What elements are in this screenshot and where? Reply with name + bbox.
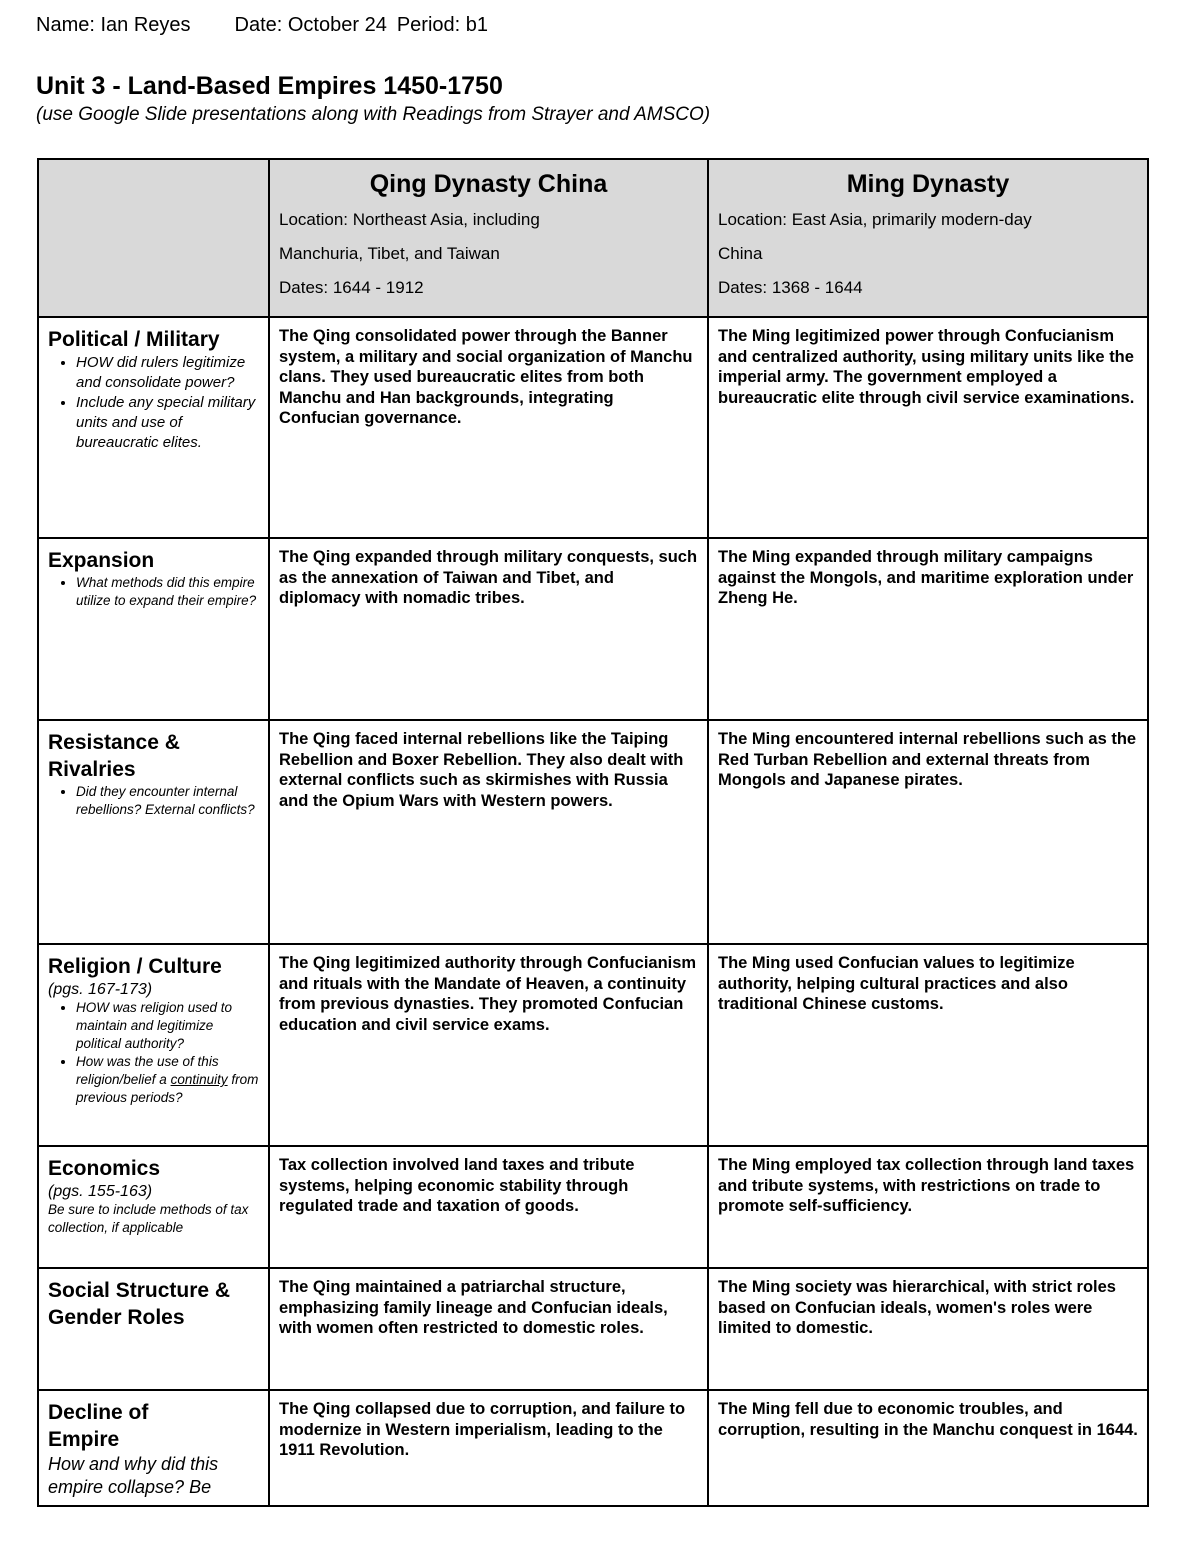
category-cell (38, 1146, 269, 1268)
unit-subtitle: (use Google Slide presentations along with Readings from Strayer and AMSCO) (36, 104, 711, 125)
class-period: Period: b1 (396, 14, 488, 36)
category-title: Resistance & Rivalries (48, 731, 180, 781)
page-reference: (pgs. 155-163) (48, 1183, 153, 1200)
category-title: Social Structure & Gender Roles (48, 1279, 231, 1329)
category-cell (38, 720, 269, 944)
question-text: from previous periods? (76, 1072, 259, 1105)
qing-answer[interactable]: The Qing maintained a patriarchal structure, emphasizing family lineage and Confucian ideals, with women often restricted to domestic roles. (269, 1268, 708, 1390)
empire-location-line: China (718, 244, 763, 263)
ming-answer[interactable]: The Ming fell due to economic troubles, and corruption, resulting in the Manchu conquest in 1644. (708, 1390, 1148, 1506)
table-row (38, 1390, 1148, 1506)
category-title: Religion / Culture (48, 955, 222, 978)
category-cell (38, 317, 269, 538)
ming-header-cell (708, 159, 1148, 317)
guiding-questions (48, 783, 259, 819)
table-row (38, 1146, 1148, 1268)
guiding-questions (48, 353, 259, 453)
empire-location (718, 203, 1138, 305)
empire-name: Ming Dynasty (846, 170, 1010, 198)
qing-answer[interactable]: The Qing faced internal rebellions like the Taiping Rebellion and Boxer Rebellion. They also dealt with external conflicts such as skirmishes with Russia and the Opium Wars with Western powers. (269, 720, 708, 944)
guiding-questions (48, 999, 259, 1107)
qing-answer[interactable]: The Qing collapsed due to corruption, and failure to modernize in Western imperialism, leading to the 1911 Revolution. (269, 1390, 708, 1506)
table-row (38, 538, 1148, 720)
question-emphasis: continuity (170, 1072, 228, 1087)
empire-location-line: Manchuria, Tibet, and Taiwan (279, 244, 500, 263)
category-instruction: Be sure to include methods of tax collection, if applicable (48, 1202, 249, 1235)
category-cell (38, 538, 269, 720)
table-row (38, 1268, 1148, 1390)
qing-answer[interactable]: The Qing expanded through military conquests, such as the annexation of Taiwan and Tibet, and diplomacy with nomadic tribes. (269, 538, 708, 720)
ming-answer[interactable]: The Ming expanded through military campaigns against the Mongols, and maritime exploration under Zheng He. (708, 538, 1148, 720)
guiding-question: • HOW was religion used to maintain and legitimize political authority? (76, 999, 259, 1053)
empire-location-line: Location: Northeast Asia, including (279, 210, 540, 229)
table-row (38, 720, 1148, 944)
guiding-question: • HOW did rulers legitimize and consolidate power? (76, 353, 259, 393)
category-title: Economics (48, 1157, 161, 1180)
guiding-questions (48, 574, 259, 610)
category-instruction: How and why did this empire collapse? Be (48, 1454, 219, 1497)
empire-name: Qing Dynasty China (369, 170, 608, 198)
category-cell (38, 944, 269, 1146)
guiding-question: • Did they encounter internal rebellions? External conflicts? (76, 783, 259, 819)
category-title: Expansion (48, 549, 155, 572)
corner-cell (38, 159, 269, 317)
category-title: Decline of Empire (48, 1401, 149, 1451)
assignment-date: Date: October 24 (234, 14, 387, 36)
category-cell (38, 1268, 269, 1390)
ming-answer[interactable]: The Ming society was hierarchical, with strict roles based on Confucian ideals, women's roles were limited to domestic. (708, 1268, 1148, 1390)
category-cell (38, 1390, 269, 1506)
guiding-question: • Include any special military units and use of bureaucratic elites. (76, 393, 259, 453)
qing-header-cell (269, 159, 708, 317)
qing-answer[interactable]: The Qing legitimized authority through Confucianism and rituals with the Mandate of Heaven, a continuity from previous dynasties. They promoted Confucian education and civil service exams. (269, 944, 708, 1146)
qing-answer[interactable]: The Qing consolidated power through the Banner system, a military and social organization of Manchu clans. They used bureaucratic elites from both Manchu and Han backgrounds, integrating Confucian governance. (269, 317, 708, 538)
empire-location (279, 203, 698, 305)
unit-title: Unit 3 - Land-Based Empires 1450-1750 (36, 72, 503, 100)
ming-answer[interactable]: The Ming employed tax collection through land taxes and tribute systems, with restrictions on trade to promote self-sufficiency. (708, 1146, 1148, 1268)
question-text: How was the use of this religion/belief a (76, 1054, 219, 1087)
table-row (38, 317, 1148, 538)
empire-dates: Dates: 1644 - 1912 (279, 278, 424, 297)
guiding-question: • What methods did this empire utilize to expand their empire? (76, 574, 259, 610)
student-header (36, 14, 532, 37)
guiding-question (76, 1053, 259, 1107)
student-name: Name: Ian Reyes (36, 14, 191, 36)
ming-answer[interactable]: The Ming encountered internal rebellions such as the Red Turban Rebellion and external threats from Mongols and Japanese pirates. (708, 720, 1148, 944)
page-reference: (pgs. 167-173) (48, 981, 153, 998)
ming-answer[interactable]: The Ming used Confucian values to legitimize authority, helping cultural practices and also traditional Chinese customs. (708, 944, 1148, 1146)
table-header-row (38, 159, 1148, 317)
category-title: Political / Military (48, 328, 220, 351)
empire-dates: Dates: 1368 - 1644 (718, 278, 863, 297)
qing-answer[interactable]: Tax collection involved land taxes and tribute systems, helping economic stability through regulated trade and taxation of goods. (269, 1146, 708, 1268)
comparison-table (37, 158, 1149, 1507)
empire-location-line: Location: East Asia, primarily modern-day (718, 210, 1032, 229)
ming-answer[interactable]: The Ming legitimized power through Confucianism and centralized authority, using military units like the imperial army. The government employed a bureaucratic elite through civil service examinations. (708, 317, 1148, 538)
table-row (38, 944, 1148, 1146)
